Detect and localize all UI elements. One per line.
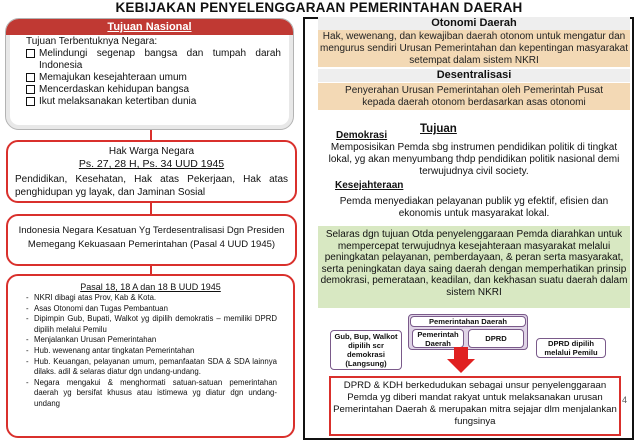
hak-warga-text: Pendidikan, Kesehatan, Hak atas Pekerjaan, Hak atas penghidupan yg layak, dan Jaminan Sosial [15,174,288,198]
list-item: - NKRI dibagi atas Prov, Kab & Kota. [26,293,277,304]
page-title: KEBIJAKAN PENYELENGGARAAN PEMERINTAHAN DAERAH [115,0,523,15]
dprd-pemilu-box: DPRD dipilih melalui Pemilu [536,338,606,358]
kesejahteraan-text: Pemda menyediakan pelayanan publik yg efektif, efisien dan ekonomis untuk masyarakat lokal. [339,196,609,219]
tujuan-nasional-heading: Tujuan Nasional [107,21,192,33]
checkbox-icon [26,73,35,82]
checkbox-icon [26,85,35,94]
pemerintah-daerah-box: Pemerintah Daerah [412,329,464,348]
list-item: Mencerdaskan kehidupan bangsa [26,84,281,96]
pasal-heading: Pasal 18, 18 A dan 18 B UUD 1945 [80,282,221,292]
desentralisasi-heading: Desentralisasi [318,69,630,82]
list-item: Memajukan kesejahteraan umum [26,72,281,84]
tujuan-nasional-list [26,48,281,108]
tujuan-nasional-box [5,18,294,130]
list-item: - Hub. wewenang antar tingkatan Pemerintahan [26,346,277,357]
selaras-box: Selaras dgn tujuan Otda penyelenggaraan Pemda diarahkan untuk mempercepat terwujudnya kesejahteraan masyarakat melalui peningkatan pelayanan, pemberdayaan, & peran serta masyarakat, serta peningkatan daya saing daerah dengan memperhatikan prinsip demokrasi, pemerataan, keadilan, dan kekhasan suatu daerah dalam sistem NKRI [318,226,630,308]
pasal-box [6,274,295,438]
list-item: Melindungi segenap bangsa dan tumpah darah Indonesia [26,48,281,72]
kesejahteraan-label: Kesejahteraan [335,180,404,191]
connector-line [150,203,152,214]
checkbox-icon [26,49,35,58]
connector-line [150,130,152,140]
bottom-box: DPRD & KDH berkedudukan sebagai unsur penyelenggaraan Pemda yg diberi mandat rakyat untuk melaksanakan urusan Pemerintahan Daerah & merupakan mitra sejajar dlm menjalankan fungsinya [329,376,621,436]
tujuan-nasional-header [6,19,293,35]
tujuan-nasional-body [26,36,281,108]
hak-warga-pasal: Ps. 27, 28 H, Ps. 34 UUD 1945 [78,158,225,170]
list-item: - Hub. Keuangan, pelayanan umum, pemanfaatan SDA & SDA lainnya dilaks. adil & selaras diatur dgn undang-undang. [26,357,277,378]
dprd-box: DPRD [468,329,524,348]
list-item: - Menjalankan Urusan Pemerintahan [26,335,277,346]
hak-warga-box [6,140,297,203]
tujuan-nasional-intro: Tujuan Terbentuknya Negara: [26,36,158,47]
otonomi-heading: Otonomi Daerah [318,17,630,30]
list-item: Ikut melaksanakan ketertiban dunia [26,96,281,108]
kepala-daerah-box: Gub, Bup, Walkot dipilih scr demokrasi (Langsung) [330,330,402,370]
checkbox-icon [26,97,35,106]
pemda-heading: Pemerintahan Daerah [410,316,526,327]
list-item: - Dipimpin Gub, Bupati, Walkot yg dipilih demokratis – memiliki DPRD dipilih melalui Pemilu [26,314,277,335]
list-item: - Negara mengakui & menghormati satuan-satuan pemerintahan daerah yg bersifat khusus atau istimewa yg diatur dgn undang-undang [26,378,277,410]
connector-line [150,266,152,274]
pasal-list [8,293,293,410]
tujuan-heading: Tujuan [420,123,457,135]
page-number: 4 [622,395,628,405]
negara-kesatuan-box [6,214,297,266]
negara-kesatuan-text: Indonesia Negara Kesatuan Yg Terdesentralisasi Dgn Presiden Memegang Kekuasaan Pemerintahan (Pasal 4 UUD 1945) [18,225,285,250]
list-item: - Asas Otonomi dan Tugas Pembantuan [26,304,277,315]
desentralisasi-text: Penyerahan Urusan Pemerintahan oleh Pemerintah Pusat kepada daerah otonom berdasarkan asas otonomi [318,83,630,110]
hak-warga-title: Hak Warga Negara [108,146,195,157]
down-arrow-icon [447,347,475,373]
demokrasi-text: Memposisikan Pemda sbg instrumen pendidikan politik di tingkat lokal, yg akan menyumbang thdp pendidikan politik nasional demi terwujudnya civil society. [328,142,620,177]
demokrasi-label: Demokrasi [336,130,388,141]
otonomi-text: Hak, wewenang, dan kewajiban daerah otonom untuk mengatur dan mengurus sendiri Urusan Pemerintahan dan kepentingan masyarakat setempat dalam sistem NKRI [318,30,630,67]
